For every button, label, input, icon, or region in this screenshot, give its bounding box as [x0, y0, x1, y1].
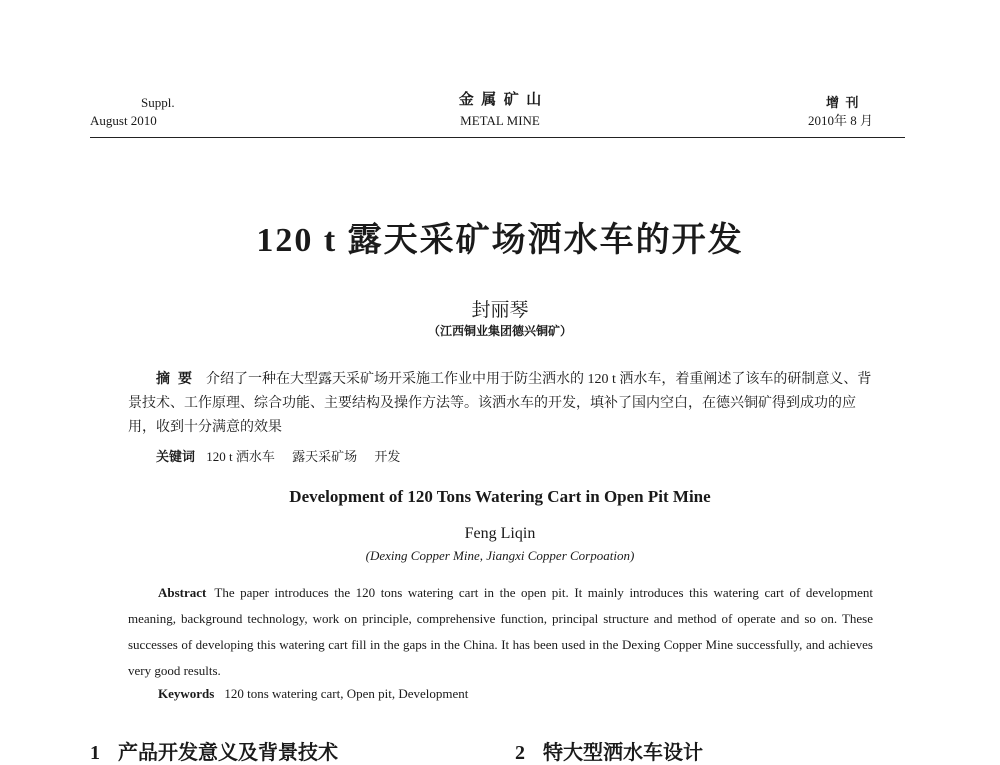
- section-number: 1: [90, 742, 100, 764]
- keyword-cn-item: 露天采矿场: [292, 449, 358, 464]
- affiliation-en: (Dexing Copper Mine, Jiangxi Copper Corpoation): [365, 548, 635, 563]
- abstract-cn-text: 介绍了一种在大型露天采矿场开采施工作业中用于防尘洒水的 120 t 洒水车，着重阐述了该车的研制意义、背景技术、工作原理、综合功能、主要结构及操作方法等。该洒水车的开发，填补了国内空白，在德兴铜矿得到成功的应用，收到十分满意的效果: [128, 372, 872, 435]
- abstract-en-text: The paper introduces the 120 tons watering cart in the open pit. It mainly introduces this watering cart of development meaning, background technology, work on principle, comprehensive function, principal structure and method of operate and so on. These successes of developing this watering cart fill in the gaps in the China. It has been used in the Dexing Copper Mine successfully, and achieves very good results.: [128, 585, 873, 678]
- keywords-en-label: Keywords: [158, 686, 215, 701]
- abstract-en: [128, 580, 873, 684]
- header-date-en: August 2010: [90, 113, 157, 128]
- keyword-cn-item: 120 t 洒水车: [206, 449, 275, 464]
- header-date-cn: 2010年 8 月: [808, 113, 874, 128]
- section-title: 产品开发意义及背景技术: [118, 742, 338, 764]
- section-heading-1: [90, 736, 338, 765]
- paper-title-en: Development of 120 Tons Watering Cart in Open Pit Mine: [289, 487, 711, 506]
- header-journal-cn: 金 属 矿 山: [458, 92, 542, 108]
- keywords-en: [158, 686, 468, 702]
- section-number: 2: [515, 742, 525, 764]
- section-title: 特大型洒水车设计: [543, 742, 703, 764]
- header-suppl: Suppl.: [141, 95, 175, 110]
- keywords-cn: [156, 446, 414, 465]
- abstract-cn-label: 摘要: [156, 372, 200, 387]
- keywords-cn-label: 关键词: [156, 449, 196, 464]
- header-suppl-cn: 增 刊: [826, 95, 859, 110]
- author-cn: 封丽琴: [471, 300, 529, 321]
- paper-title-cn: 120 t 露天采矿场洒水车的开发: [256, 222, 744, 259]
- abstract-en-label: Abstract: [158, 585, 207, 600]
- header-rule: [90, 137, 905, 138]
- author-en: Feng Liqin: [464, 525, 536, 542]
- section-heading-2: [515, 736, 703, 765]
- keyword-cn-item: 开发: [374, 449, 401, 464]
- header-journal-en: METAL MINE: [460, 113, 540, 128]
- affiliation-cn: （江西铜业集团德兴铜矿）: [427, 324, 572, 338]
- keywords-en-text: 120 tons watering cart, Open pit, Development: [224, 686, 469, 701]
- abstract-cn: [128, 368, 873, 440]
